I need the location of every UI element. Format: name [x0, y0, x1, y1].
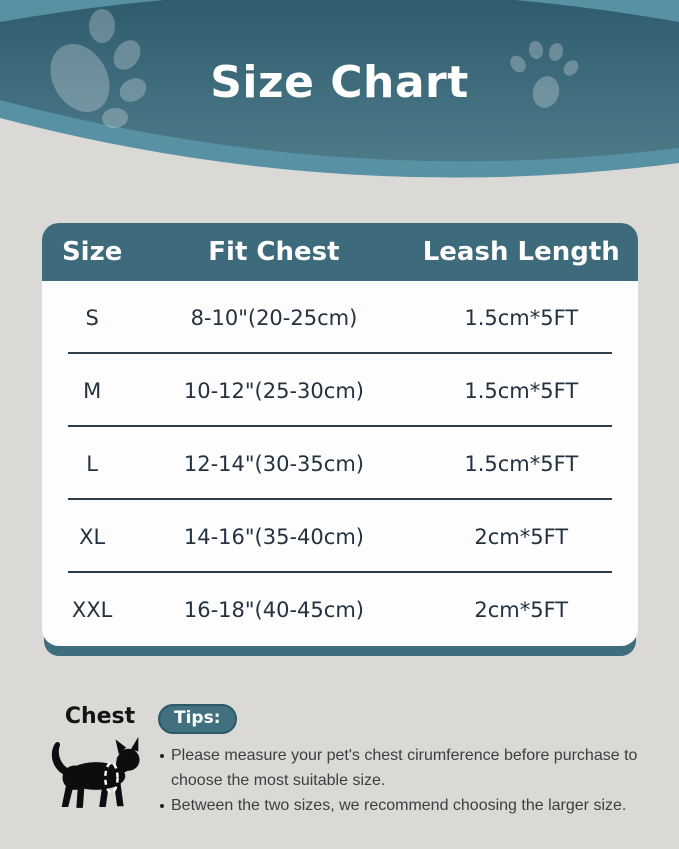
table-row	[42, 427, 638, 500]
tip-item	[158, 743, 658, 793]
cell-fit-chest: 8-10"(20-25cm)	[190, 305, 358, 330]
page-title: Size Chart	[210, 57, 469, 108]
chest-label: Chest	[64, 704, 136, 729]
size-table-card	[42, 223, 638, 646]
chest-measure-figure	[42, 704, 158, 813]
tip-item	[158, 793, 658, 818]
tip-text: Please measure your pet's chest cirumference before purchase to choose the most suitable size.	[171, 747, 638, 789]
footer-section	[0, 690, 679, 849]
cell-leash-length: 1.5cm*5FT	[464, 451, 579, 476]
tips-block	[158, 704, 658, 818]
cell-fit-chest: 12-14"(30-35cm)	[183, 451, 364, 476]
cell-size: S	[85, 305, 99, 330]
cell-fit-chest: 10-12"(25-30cm)	[183, 378, 364, 403]
table-header-row	[42, 223, 638, 281]
table-row	[42, 500, 638, 573]
table-row	[42, 573, 638, 646]
tips-list	[158, 743, 658, 818]
column-header-leash-length: Leash Length	[422, 237, 620, 267]
cell-fit-chest: 16-18"(40-45cm)	[183, 597, 364, 622]
cell-leash-length: 1.5cm*5FT	[464, 305, 579, 330]
cell-leash-length: 1.5cm*5FT	[464, 378, 579, 403]
header-banner	[0, 0, 679, 200]
table-row	[42, 281, 638, 354]
cell-size: XXL	[71, 597, 113, 622]
cell-size: XL	[79, 524, 106, 549]
column-header-size: Size	[61, 237, 123, 267]
tip-text: Between the two sizes, we recommend choosing the larger size.	[171, 797, 627, 814]
cell-size: M	[83, 378, 102, 403]
cell-leash-length: 2cm*5FT	[474, 597, 569, 622]
table-row	[42, 354, 638, 427]
column-header-fit-chest: Fit Chest	[208, 237, 340, 267]
cell-size: L	[86, 451, 98, 476]
table-body	[42, 281, 638, 646]
cell-leash-length: 2cm*5FT	[474, 524, 569, 549]
cat-chest-icon	[47, 735, 153, 813]
tips-badge: Tips:	[158, 704, 237, 734]
cell-fit-chest: 14-16"(35-40cm)	[183, 524, 364, 549]
